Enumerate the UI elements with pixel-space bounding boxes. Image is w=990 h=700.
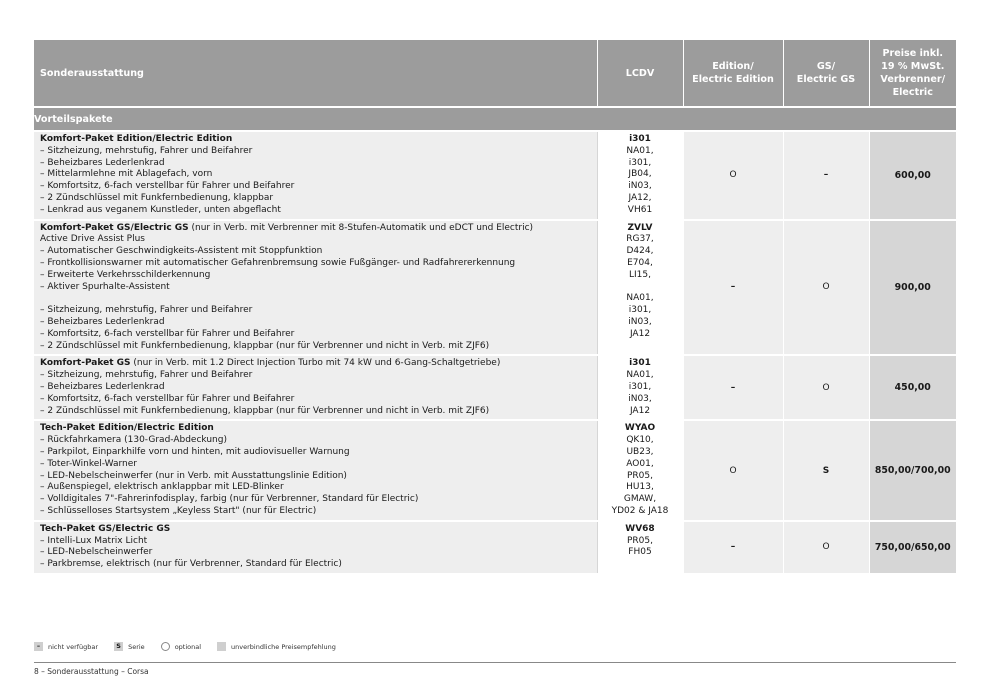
package-sub-code: iN03, xyxy=(628,393,652,404)
package-main-code: i301 xyxy=(629,134,651,144)
package-note: (nur in Verb. mit Verbrenner mit 8-Stufen-Automatik und eDCT und Electric) xyxy=(188,222,534,233)
gs-availability: O xyxy=(783,521,869,573)
package-sub-code: GMAW, xyxy=(623,494,657,505)
package-title-line xyxy=(40,358,593,370)
package-sub-code: iN03, xyxy=(628,181,652,192)
package-feature-line: – Schlüsselloses Startsystem „Keyless Start" (nur für Electric) xyxy=(40,505,317,516)
package-sub-code: i301, xyxy=(628,157,652,168)
package-price: 850,00/700,00 xyxy=(869,420,956,520)
package-feature-line: – Toter-Winkel-Warner xyxy=(40,458,137,469)
gs-availability: – xyxy=(783,131,869,220)
package-main-code: i301 xyxy=(629,358,651,369)
package-feature-line: – Automatischer Geschwindigkeits-Assistent mit Stoppfunktion xyxy=(40,246,323,257)
package-feature-line: – 2 Zündschlüssel mit Funkfernbedienung, klappbar xyxy=(40,192,274,203)
footer-text: 8 – Sonderausstattung – Corsa xyxy=(34,667,149,676)
package-feature-line: – Rückfahrkamera (130-Grad-Abdeckung) xyxy=(40,435,227,446)
package-description xyxy=(34,420,597,520)
footer-divider xyxy=(34,662,956,663)
table-row xyxy=(34,521,956,573)
package-sub-code: PR05, xyxy=(627,535,653,546)
package-feature-line: – Beheizbares Lederlenkrad xyxy=(40,381,165,392)
package-feature-line: – Mittelarmlehne mit Ablagefach, vorn xyxy=(40,169,213,180)
package-feature-line: – Sitzheizung, mehrstufig, Fahrer und Beifahrer xyxy=(40,145,253,156)
package-lcdv-codes xyxy=(597,420,683,520)
header-feature: Sonderausstattung xyxy=(34,40,597,107)
package-main-code: WV68 xyxy=(625,523,655,534)
package-sub-code: i301, xyxy=(628,381,652,392)
package-title: Tech-Paket GS/Electric GS xyxy=(40,523,171,534)
package-feature-line: – Beheizbares Lederlenkrad xyxy=(40,316,165,327)
legend-series: S Serie xyxy=(114,642,145,651)
package-sub-code: YD02 & JA18 xyxy=(611,505,669,516)
options-table xyxy=(34,40,956,573)
package-lcdv-codes xyxy=(597,220,683,356)
package-feature-line: Active Drive Assist Plus xyxy=(40,234,145,245)
package-sub-code: JA12 xyxy=(629,328,651,339)
package-feature-line: – Parkbremse, elektrisch (nur für Verbrenner, Standard für Electric) xyxy=(40,559,342,570)
package-sub-code: LI15, xyxy=(629,269,651,280)
package-price: 600,00 xyxy=(869,131,956,220)
package-sub-code: JB04, xyxy=(628,169,652,180)
package-title-line xyxy=(40,524,593,536)
header-gs: GS/ Electric GS xyxy=(783,40,869,107)
package-sub-code: AO01, xyxy=(626,458,654,469)
legend-optional: optional xyxy=(161,642,201,651)
package-feature-line: – 2 Zündschlüssel mit Funkfernbedienung, klappbar (nur für Verbrenner und nicht in Verb. mit ZJF6) xyxy=(40,340,490,351)
table-row xyxy=(34,220,956,356)
package-feature-line: – Sitzheizung, mehrstufig, Fahrer und Beifahrer xyxy=(40,370,253,381)
legend-dash-icon: – xyxy=(34,642,43,651)
package-sub-code: VH61 xyxy=(627,204,653,215)
package-sub-code: iN03, xyxy=(628,316,652,327)
package-description xyxy=(34,355,597,420)
package-main-code: ZVLV xyxy=(627,222,653,233)
legend-price-recommendation: unverbindliche Preisempfehlung xyxy=(217,642,336,651)
edition-availability: – xyxy=(683,355,783,420)
package-sub-code: JA12, xyxy=(628,192,652,203)
package-feature-line: – Komfortsitz, 6-fach verstellbar für Fahrer und Beifahrer xyxy=(40,393,295,404)
package-feature-line: – Aktiver Spurhalte-Assistent xyxy=(40,281,170,292)
package-title-line xyxy=(40,423,593,435)
legend xyxy=(34,642,352,651)
package-feature-line: – Erweiterte Verkehrsschilderkennung xyxy=(40,269,211,280)
package-price: 450,00 xyxy=(869,355,956,420)
package-sub-code: E704, xyxy=(627,257,653,268)
package-feature-line: – Intelli-Lux Matrix Licht xyxy=(40,535,148,546)
package-main-code: WYAO xyxy=(624,423,656,434)
package-sub-code: HU13, xyxy=(626,482,654,493)
package-note: (nur in Verb. mit 1.2 Direct Injection Turbo mit 74 kW und 6-Gang-Schaltgetriebe) xyxy=(130,358,501,369)
package-title: Komfort-Paket Edition/Electric Edition xyxy=(40,134,233,144)
package-lcdv-codes xyxy=(597,355,683,420)
package-feature-line: – Parkpilot, Einparkhilfe vorn und hinten, mit audiovisueller Warnung xyxy=(40,446,350,457)
package-sub-code: NA01, xyxy=(626,293,654,304)
section-row xyxy=(34,107,956,131)
table-row xyxy=(34,420,956,520)
package-feature-line: – Sitzheizung, mehrstufig, Fahrer und Beifahrer xyxy=(40,305,253,316)
package-sub-code: i301, xyxy=(628,305,652,316)
package-description xyxy=(34,521,597,573)
package-description xyxy=(34,131,597,220)
package-feature-line: – Frontkollisionswarner mit automatischer Gefahrenbremsung sowie Fußgänger- und Radfahrererkennung xyxy=(40,257,516,268)
package-sub-code: QK10, xyxy=(626,435,654,446)
package-sub-code: NA01, xyxy=(626,145,654,156)
gs-availability: O xyxy=(783,220,869,356)
legend-circle-icon xyxy=(161,642,170,651)
package-feature-line: – LED-Nebelscheinwerfer (nur in Verb. mit Ausstattungslinie Edition) xyxy=(40,470,347,481)
package-feature-line: – LED-Nebelscheinwerfer xyxy=(40,547,153,558)
package-sub-code xyxy=(598,282,683,294)
package-feature-line xyxy=(40,293,593,305)
package-feature-line: – Komfortsitz, 6-fach verstellbar für Fahrer und Beifahrer xyxy=(40,181,295,192)
table-row xyxy=(34,131,956,220)
edition-availability: – xyxy=(683,521,783,573)
package-title: Tech-Paket Edition/Electric Edition xyxy=(40,423,214,434)
package-feature-line: – Volldigitales 7"-Fahrerinfodisplay, farbig (nur für Verbrenner, Standard für Electric) xyxy=(40,494,419,505)
legend-not-available: – nicht verfügbar xyxy=(34,642,98,651)
package-feature-line: – Beheizbares Lederlenkrad xyxy=(40,157,165,168)
package-price: 900,00 xyxy=(869,220,956,356)
package-sub-code: FH05 xyxy=(628,547,652,558)
package-title-line xyxy=(40,134,593,146)
package-title: Komfort-Paket GS xyxy=(40,358,131,369)
package-title-line xyxy=(40,223,593,235)
package-sub-code: D424, xyxy=(626,246,654,257)
package-sub-code: PR05, xyxy=(627,470,653,481)
edition-availability: O xyxy=(683,131,783,220)
gs-availability: S xyxy=(783,420,869,520)
edition-availability: – xyxy=(683,220,783,356)
legend-s-icon: S xyxy=(114,642,123,651)
header-price: Preise inkl. 19 % MwSt. Verbrenner/ Electric xyxy=(869,40,956,107)
gs-availability: O xyxy=(783,355,869,420)
package-description xyxy=(34,220,597,356)
package-feature-line: – Außenspiegel, elektrisch anklappbar mit LED-Blinker xyxy=(40,482,284,493)
package-sub-code: UB23, xyxy=(626,446,654,457)
table-header xyxy=(34,40,956,107)
header-edition: Edition/ Electric Edition xyxy=(683,40,783,107)
package-price: 750,00/650,00 xyxy=(869,521,956,573)
package-sub-code: NA01, xyxy=(626,370,654,381)
package-title: Komfort-Paket GS/Electric GS xyxy=(40,222,189,233)
package-feature-line: – Lenkrad aus veganem Kunstleder, unten abgeflacht xyxy=(40,204,281,215)
package-feature-line: – Komfortsitz, 6-fach verstellbar für Fahrer und Beifahrer xyxy=(40,328,295,339)
package-lcdv-codes xyxy=(597,521,683,573)
package-sub-code: RG37, xyxy=(626,234,654,245)
package-lcdv-codes xyxy=(597,131,683,220)
header-lcdv: LCDV xyxy=(597,40,683,107)
edition-availability: O xyxy=(683,420,783,520)
legend-grey-square-icon xyxy=(217,642,226,651)
package-sub-code: JA12 xyxy=(629,405,651,416)
table-row xyxy=(34,355,956,420)
package-feature-line: – 2 Zündschlüssel mit Funkfernbedienung, klappbar (nur für Verbrenner und nicht in Verb. mit ZJF6) xyxy=(40,405,490,416)
section-title: Vorteilspakete xyxy=(34,107,956,131)
